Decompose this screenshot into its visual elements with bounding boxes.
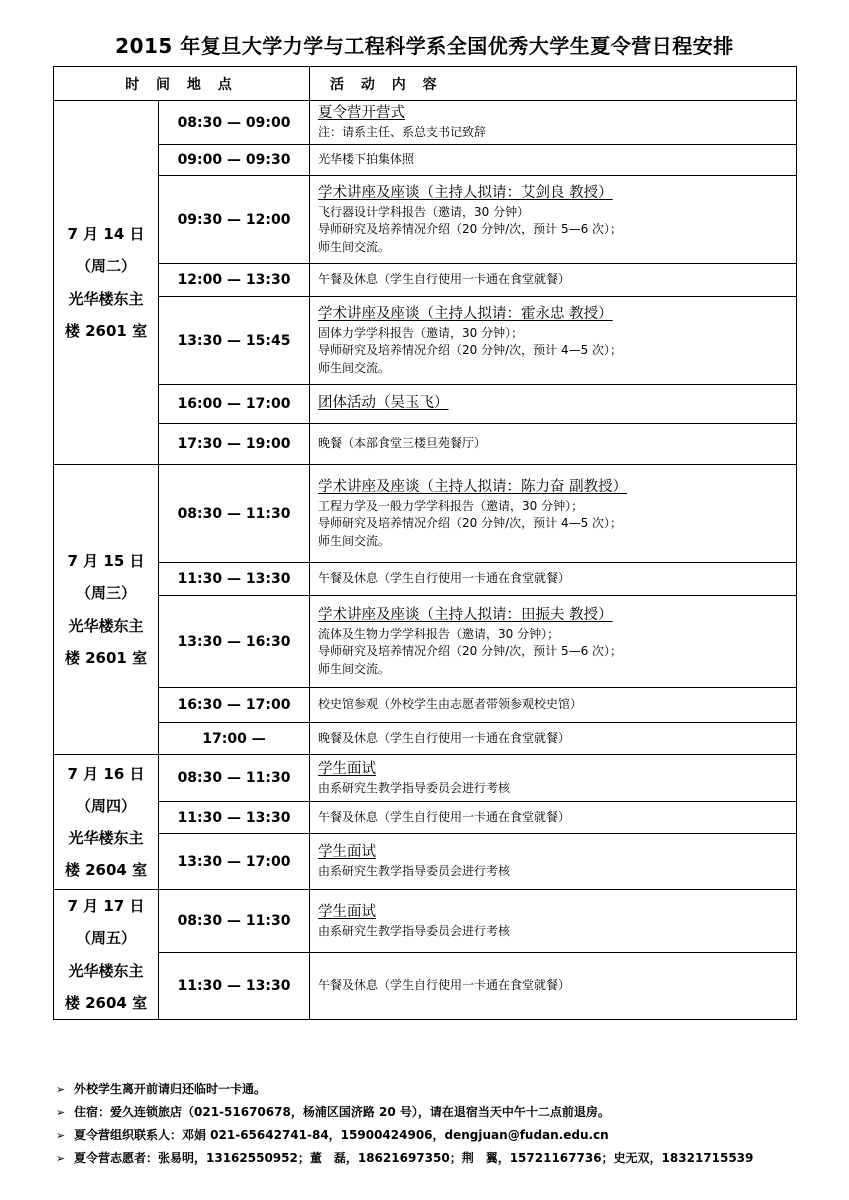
arrow-bullet-icon: ➢ — [56, 1152, 66, 1165]
schedule-body — [54, 101, 797, 1020]
activity-text: 晚餐及休息（学生自行使用一卡通在食堂就餐） — [318, 730, 571, 745]
activity-cell — [310, 953, 797, 1020]
activity-detail: 导师研究及培养情况介绍（20 分钟/次，预计 5—6 次）； — [318, 644, 623, 659]
day-label-line: 楼 2604 室 — [64, 993, 148, 1012]
activity-cell — [310, 385, 797, 424]
activity-detail: 注：请系主任、系总支书记致辞 — [318, 125, 487, 140]
day-label-line: （周五） — [75, 929, 136, 948]
time-cell: 08:30 — 11:30 — [159, 465, 310, 563]
time-cell: 16:00 — 17:00 — [159, 385, 310, 424]
day-label-line: 楼 2601 室 — [64, 648, 148, 667]
table-row — [54, 723, 797, 755]
activity-cell — [310, 465, 797, 563]
day-label-line: 7 月 15 日 — [67, 552, 145, 570]
activity-title: 夏令营开营式 — [318, 105, 405, 122]
activity-detail: 师生间交流。 — [318, 661, 391, 676]
activity-text: 午餐及休息（学生自行使用一卡通在食堂就餐） — [318, 809, 571, 824]
activity-detail: 师生间交流。 — [318, 533, 391, 548]
schedule-table — [53, 66, 797, 1020]
activity-text: 午餐及休息（学生自行使用一卡通在食堂就餐） — [318, 571, 571, 586]
time-cell: 11:30 — 13:30 — [159, 953, 310, 1020]
activity-detail: 师生间交流。 — [318, 239, 391, 254]
header-activity: 活 动 内 容 — [310, 67, 797, 101]
day-label-line: 光华楼东主 — [68, 289, 144, 308]
activity-detail: 由系研究生教学指导委员会进行考核 — [318, 864, 511, 879]
header-time-place: 时 间 地 点 — [54, 67, 310, 101]
activity-detail: 飞行器设计学科报告（邀请，30 分钟） — [318, 204, 530, 219]
time-cell: 09:00 — 09:30 — [159, 145, 310, 176]
day-label-line: 7 月 17 日 — [67, 897, 145, 915]
time-cell: 13:30 — 17:00 — [159, 834, 310, 890]
activity-detail: 由系研究生教学指导委员会进行考核 — [318, 780, 511, 795]
activity-cell — [310, 264, 797, 297]
activity-title: 学生面试 — [318, 760, 376, 777]
note-text: 住宿：爱久连锁旅店（021-51670678，杨浦区国济路 20 号），请在退宿当天中午十二点前退房。 — [74, 1105, 610, 1119]
time-cell: 08:30 — 09:00 — [159, 101, 310, 145]
note-text: 外校学生离开前请归还临时一卡通。 — [74, 1082, 267, 1096]
activity-cell — [310, 176, 797, 264]
table-row — [54, 297, 797, 385]
table-row — [54, 755, 797, 802]
activity-detail: 固体力学学科报告（邀请，30 分钟）； — [318, 325, 524, 340]
table-row — [54, 101, 797, 145]
activity-cell — [310, 802, 797, 834]
activity-cell — [310, 101, 797, 145]
table-row — [54, 802, 797, 834]
table-row — [54, 145, 797, 176]
table-row — [54, 596, 797, 688]
activity-title: 学术讲座及座谈（主持人拟请：艾剑良 教授） — [318, 184, 613, 201]
day-label-line: 楼 2604 室 — [64, 861, 148, 880]
arrow-bullet-icon: ➢ — [56, 1106, 66, 1119]
activity-text: 光华楼下拍集体照 — [318, 152, 415, 167]
note-item — [56, 1078, 846, 1101]
activity-cell — [310, 563, 797, 596]
day-cell — [54, 101, 159, 465]
activity-text: 晚餐（本部食堂三楼旦苑餐厅） — [318, 436, 487, 451]
day-label-line: 7 月 14 日 — [67, 225, 145, 243]
activity-text: 午餐及休息（学生自行使用一卡通在食堂就餐） — [318, 272, 571, 287]
table-row — [54, 176, 797, 264]
activity-title: 团体活动（吴玉飞） — [318, 395, 449, 412]
time-cell: 17:00 — — [159, 723, 310, 755]
activity-detail: 流体及生物力学学科报告（邀请，30 分钟）； — [318, 626, 560, 641]
table-row — [54, 563, 797, 596]
day-label-line: （周三） — [75, 584, 136, 603]
day-cell — [54, 755, 159, 890]
activity-text: 午餐及休息（学生自行使用一卡通在食堂就餐） — [318, 978, 571, 993]
page-title: 2015 年复旦大学力学与工程科学系全国优秀大学生夏令营日程安排 — [115, 34, 734, 58]
table-row — [54, 688, 797, 723]
note-item — [56, 1147, 846, 1170]
activity-cell — [310, 688, 797, 723]
table-row — [54, 890, 797, 953]
day-label-line: 光华楼东主 — [68, 961, 144, 980]
arrow-bullet-icon: ➢ — [56, 1083, 66, 1096]
day-label-line: 7 月 16 日 — [67, 764, 145, 783]
activity-cell — [310, 145, 797, 176]
activity-cell — [310, 755, 797, 802]
day-cell — [54, 890, 159, 1020]
table-row — [54, 834, 797, 890]
activity-cell — [310, 596, 797, 688]
activity-cell — [310, 723, 797, 755]
time-cell: 17:30 — 19:00 — [159, 424, 310, 465]
activity-detail: 由系研究生教学指导委员会进行考核 — [318, 923, 511, 938]
table-row — [54, 465, 797, 563]
activity-text: 校史馆参观（外校学生由志愿者带领参观校史馆） — [318, 697, 583, 712]
activity-cell — [310, 424, 797, 465]
day-cell — [54, 465, 159, 755]
day-label-line: 光华楼东主 — [68, 616, 144, 635]
activity-detail: 导师研究及培养情况介绍（20 分钟/次，预计 4—5 次）； — [318, 516, 623, 531]
table-row — [54, 953, 797, 1020]
day-label-line: （周四） — [75, 796, 136, 815]
table-row — [54, 264, 797, 297]
activity-detail: 导师研究及培养情况介绍（20 分钟/次，预计 4—5 次）； — [318, 343, 623, 358]
note-item — [56, 1101, 846, 1124]
activity-cell — [310, 890, 797, 953]
activity-title: 学术讲座及座谈（主持人拟请：陈力奋 副教授） — [318, 478, 628, 495]
activity-detail: 导师研究及培养情况介绍（20 分钟/次，预计 5—6 次）； — [318, 222, 623, 237]
day-label-line: 光华楼东主 — [68, 829, 144, 847]
table-row — [54, 385, 797, 424]
activity-title: 学生面试 — [318, 844, 376, 861]
activity-detail: 工程力学及一般力学学科报告（邀请，30 分钟）； — [318, 498, 584, 513]
note-text: 夏令营组织联系人：邓娟 021-65642741-84，15900424906，dengjuan@fudan.edu.cn — [74, 1128, 609, 1142]
table-header-row — [54, 67, 797, 101]
activity-detail: 师生间交流。 — [318, 360, 391, 375]
table-row — [54, 424, 797, 465]
notes-list — [56, 1078, 846, 1170]
time-cell: 12:00 — 13:30 — [159, 264, 310, 297]
time-cell: 09:30 — 12:00 — [159, 176, 310, 264]
time-cell: 08:30 — 11:30 — [159, 890, 310, 953]
time-cell: 11:30 — 13:30 — [159, 802, 310, 834]
activity-cell — [310, 834, 797, 890]
time-cell: 11:30 — 13:30 — [159, 563, 310, 596]
day-label-line: （周二） — [75, 257, 136, 276]
day-label-line: 楼 2601 室 — [64, 321, 148, 340]
time-cell: 13:30 — 16:30 — [159, 596, 310, 688]
activity-title: 学术讲座及座谈（主持人拟请：田振夫 教授） — [318, 606, 613, 623]
note-item — [56, 1124, 846, 1147]
time-cell: 08:30 — 11:30 — [159, 755, 310, 802]
arrow-bullet-icon: ➢ — [56, 1129, 66, 1142]
note-text: 夏令营志愿者：张易明，13162550952；董 磊，18621697350；荆 翼，15721167736；史无双，18321715539 — [74, 1151, 754, 1165]
activity-title: 学术讲座及座谈（主持人拟请：霍永忠 教授） — [318, 305, 613, 322]
time-cell: 16:30 — 17:00 — [159, 688, 310, 723]
activity-cell — [310, 297, 797, 385]
activity-title: 学生面试 — [318, 903, 376, 920]
time-cell: 13:30 — 15:45 — [159, 297, 310, 385]
